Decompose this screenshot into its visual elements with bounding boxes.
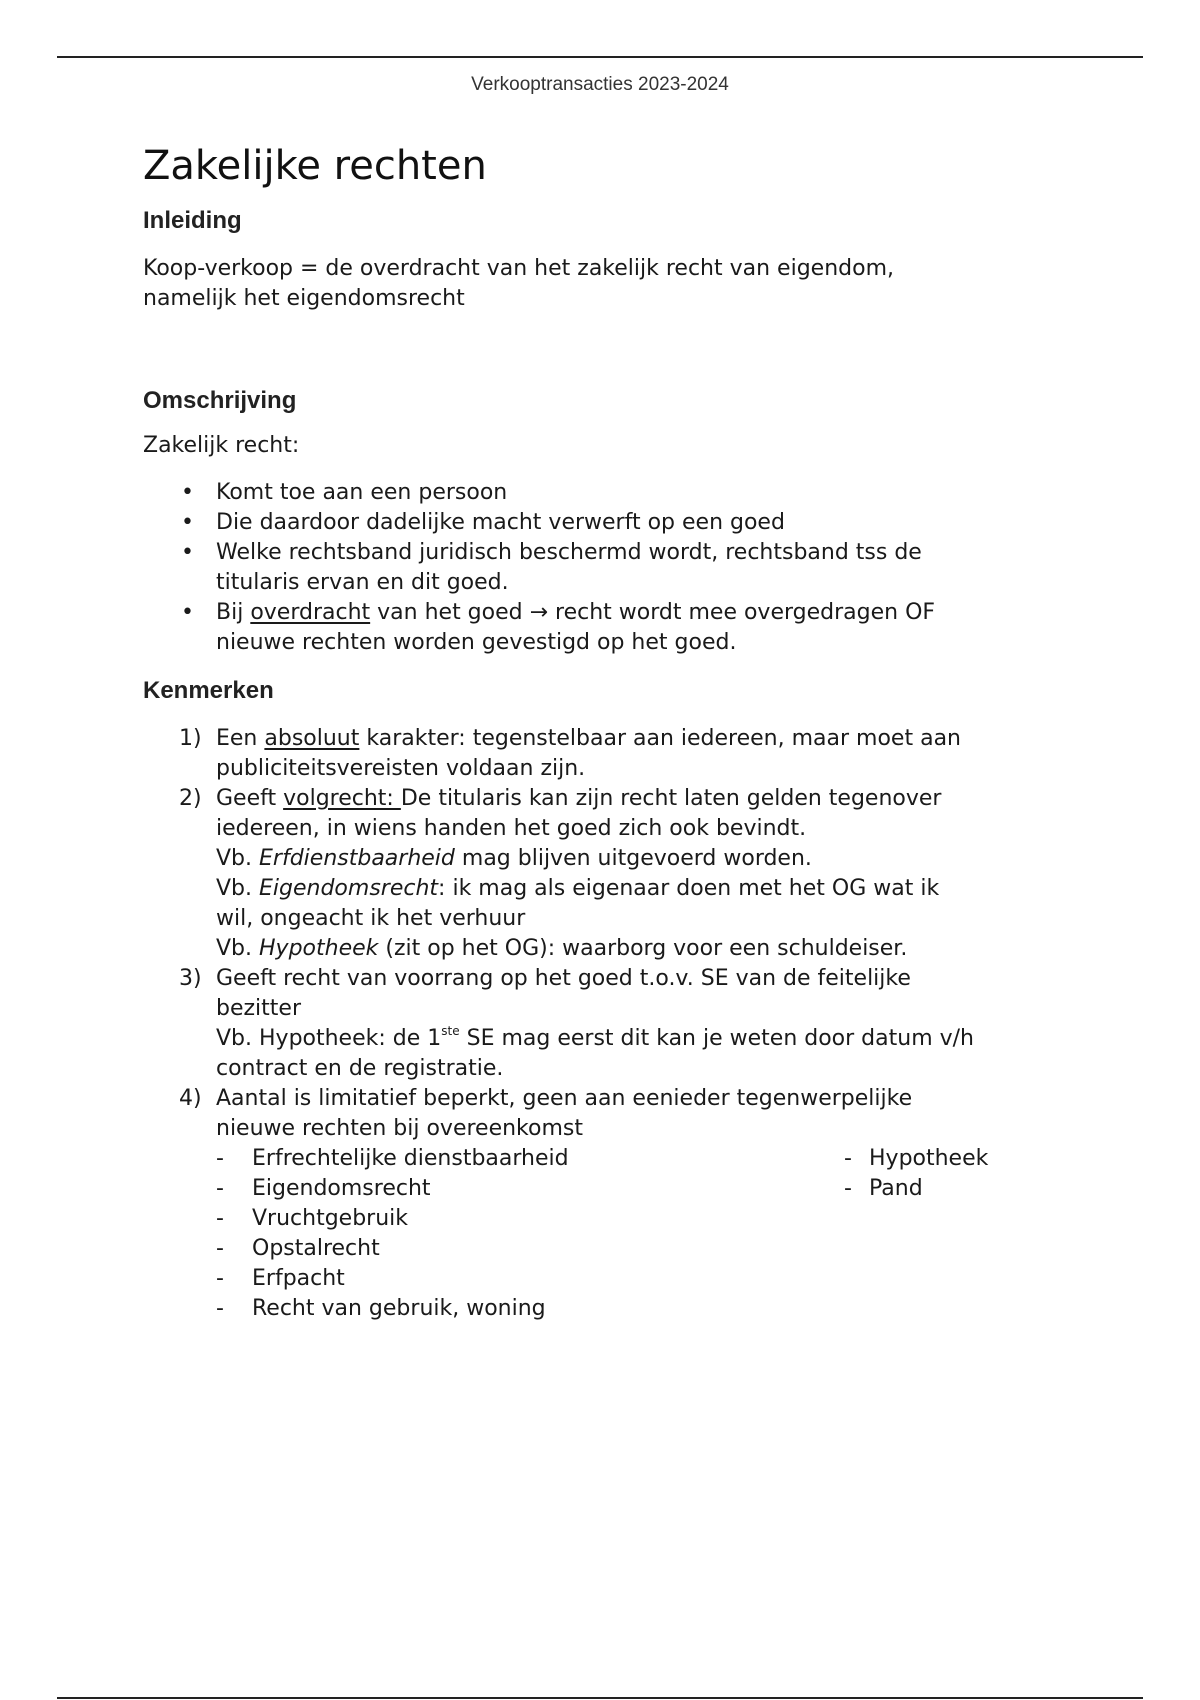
item-number: 3) xyxy=(179,966,202,991)
list-item xyxy=(143,538,1063,598)
item-number: 4) xyxy=(179,1086,202,1111)
item-text: contract en de registratie. xyxy=(216,1056,504,1081)
underlined-term: absoluut xyxy=(264,726,360,751)
page-content xyxy=(143,138,1063,1324)
item-number: 1) xyxy=(179,726,202,751)
item-text: Vb. Hypotheek: de 1 xyxy=(216,1026,442,1051)
item-text: : ik mag als eigenaar doen met het OG wat ik xyxy=(438,876,940,901)
item-text: mag blijven uitgevoerd worden. xyxy=(454,846,812,871)
omschrijving-list xyxy=(143,478,1063,658)
bullet-icon: • xyxy=(181,480,194,505)
list-item-text: van het goed → recht wordt mee overgedragen OF xyxy=(370,600,936,625)
page-title: Zakelijke rechten xyxy=(143,143,487,189)
item-text: De titularis kan zijn recht laten gelden tegenover xyxy=(400,786,942,811)
dash-marker: - xyxy=(216,1296,224,1321)
item-text: SE mag eerst dit kan je weten door datum v/h xyxy=(459,1026,974,1051)
item-text: (zit op het OG): waarborg voor een schuldeiser. xyxy=(378,936,908,961)
dash-marker: - xyxy=(216,1146,224,1171)
list-item xyxy=(844,1174,988,1204)
italic-term: Hypotheek xyxy=(259,936,379,961)
bullet-icon: • xyxy=(181,510,194,535)
item-text: Aantal is limitatief beperkt, geen aan eenieder tegenwerpelijke xyxy=(216,1086,913,1111)
dash-marker: - xyxy=(216,1266,224,1291)
dash-marker: - xyxy=(216,1206,224,1231)
item-text: nieuwe rechten bij overeenkomst xyxy=(216,1116,583,1141)
kenmerk-item-2 xyxy=(143,784,1063,964)
example-prefix: Vb. xyxy=(216,936,260,961)
rights-columns xyxy=(216,1144,1063,1324)
item-text: karakter: tegenstelbaar aan iedereen, maar moet aan xyxy=(359,726,961,751)
italic-term: Erfdienstbaarheid xyxy=(259,846,455,871)
rights-list-left xyxy=(216,1144,844,1324)
dash-marker: - xyxy=(216,1236,224,1261)
item-text: Een xyxy=(216,726,265,751)
list-item-text: Erfpacht xyxy=(252,1266,345,1291)
list-item xyxy=(216,1234,844,1264)
bullet-icon: • xyxy=(181,600,194,625)
inleiding-line: namelijk het eigendomsrecht xyxy=(143,286,465,311)
list-item-text: Eigendomsrecht xyxy=(252,1176,431,1201)
list-item-text: Opstalrecht xyxy=(252,1236,380,1261)
item-number: 2) xyxy=(179,786,202,811)
item-text: Geeft recht van voorrang op het goed t.o.v. SE van de feitelijke xyxy=(216,966,911,991)
header-rule xyxy=(57,56,1143,58)
kenmerken-list xyxy=(143,724,1063,1324)
list-item xyxy=(216,1144,844,1174)
example-prefix: Vb. xyxy=(216,846,260,871)
example-prefix: Vb. xyxy=(216,876,260,901)
dash-marker: - xyxy=(216,1176,224,1201)
footer-rule xyxy=(57,1697,1143,1699)
underlined-term: overdracht xyxy=(250,600,371,625)
zakelijk-recht-intro: Zakelijk recht: xyxy=(143,433,300,458)
underlined-term: volgrecht: xyxy=(283,786,401,811)
dash-marker: - xyxy=(844,1176,852,1201)
list-item xyxy=(143,598,1063,658)
heading-inleiding: Inleiding xyxy=(143,207,242,234)
list-item xyxy=(143,508,1063,538)
list-item-text: Vruchtgebruik xyxy=(252,1206,409,1231)
running-header: Verkooptransacties 2023-2024 xyxy=(471,74,729,95)
rights-list-right xyxy=(844,1144,988,1204)
list-item xyxy=(216,1174,844,1204)
list-item-text: Erfrechtelijke dienstbaarheid xyxy=(252,1146,569,1171)
inleiding-line: Koop-verkoop = de overdracht van het zakelijk recht van eigendom, xyxy=(143,256,894,281)
list-item-text: Pand xyxy=(869,1176,923,1201)
list-item xyxy=(143,478,1063,508)
rights-column-left xyxy=(216,1144,844,1324)
kenmerk-item-1 xyxy=(143,724,1063,784)
item-text: publiciteitsvereisten voldaan zijn. xyxy=(216,756,586,781)
italic-term: Eigendomsrecht xyxy=(259,876,439,901)
list-item xyxy=(216,1264,844,1294)
list-item xyxy=(216,1204,844,1234)
bullet-icon: • xyxy=(181,540,194,565)
kenmerk-item-3 xyxy=(143,964,1063,1084)
list-item-text: Welke rechtsband juridisch beschermd wordt, rechtsband tss de xyxy=(216,540,922,565)
list-item-text: titularis ervan en dit goed. xyxy=(216,570,509,595)
item-text: bezitter xyxy=(216,996,301,1021)
list-item-text: Bij xyxy=(216,600,251,625)
superscript: ste xyxy=(441,1024,460,1038)
item-text: Geeft xyxy=(216,786,284,811)
list-item-text: Hypotheek xyxy=(869,1146,989,1171)
list-item-text: nieuwe rechten worden gevestigd op het goed. xyxy=(216,630,737,655)
list-item-text: Die daardoor dadelijke macht verwerft op een goed xyxy=(216,510,785,535)
item-text: iedereen, in wiens handen het goed zich ook bevindt. xyxy=(216,816,807,841)
kenmerk-item-4 xyxy=(143,1084,1063,1324)
inleiding-paragraph xyxy=(143,254,1063,314)
dash-marker: - xyxy=(844,1146,852,1171)
heading-kenmerken: Kenmerken xyxy=(143,677,274,704)
rights-column-right xyxy=(844,1144,988,1324)
list-item-text: Komt toe aan een persoon xyxy=(216,480,508,505)
heading-omschrijving: Omschrijving xyxy=(143,387,297,414)
list-item-text: Recht van gebruik, woning xyxy=(252,1296,546,1321)
list-item xyxy=(844,1144,988,1174)
item-text: wil, ongeacht ik het verhuur xyxy=(216,906,526,931)
list-item xyxy=(216,1294,844,1324)
